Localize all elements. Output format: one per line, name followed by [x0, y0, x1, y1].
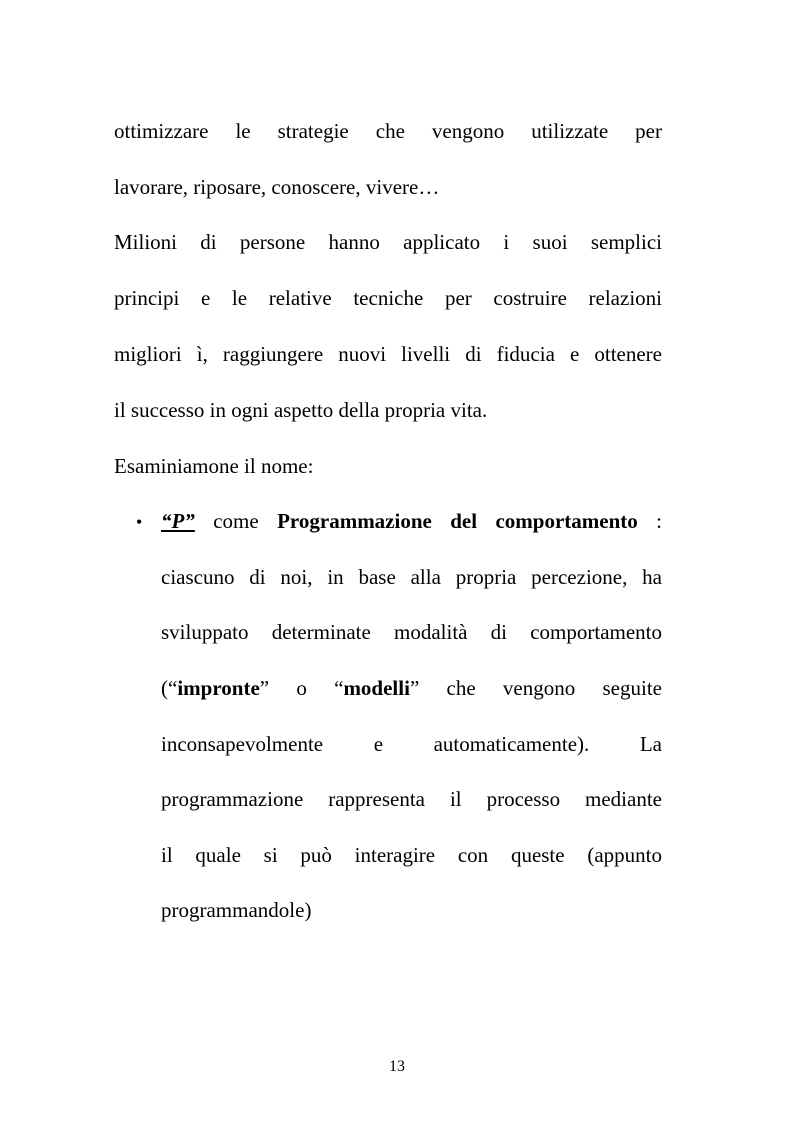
- bullet-line8: programmandole): [161, 898, 312, 922]
- bullet-colon: :: [637, 509, 662, 533]
- bullet-marker: •: [136, 512, 143, 532]
- paragraph1-line2: lavorare, riposare, conoscere, vivere…: [114, 175, 440, 199]
- bullet-line4-open: (“: [161, 676, 178, 700]
- bullet-heading: Programmazione del comportamento: [277, 509, 638, 533]
- bullet-line4-mid: ” o “: [259, 676, 344, 700]
- bullet-line6: programmazione rappresenta il processo mediante: [161, 787, 662, 811]
- bullet-line4: [161, 674, 662, 702]
- paragraph2-line1: Milioni di persone hanno applicato i suoi semplici: [114, 230, 662, 254]
- bullet-line7: il quale si può interagire con queste (appunto: [161, 843, 662, 867]
- bullet-line4-end: ” che vengono seguite: [409, 676, 662, 700]
- bullet-line3: sviluppato determinate modalità di comportamento: [161, 620, 662, 644]
- bullet-line5: inconsapevolmente e automaticamente). La: [161, 732, 662, 756]
- paragraph2-line3: migliori ì, raggiungere nuovi livelli di fiducia e ottenere: [114, 342, 662, 366]
- bullet-line4-term-modelli: modelli: [343, 676, 410, 700]
- bullet-connector: come: [194, 509, 278, 533]
- bullet-line2: ciascuno di noi, in base alla propria percezione, ha: [161, 565, 662, 589]
- paragraph3: Esaminiamone il nome:: [114, 454, 314, 478]
- paragraph2-line4: il successo in ogni aspetto della propria vita.: [114, 398, 488, 422]
- bullet-term: “P”: [161, 509, 195, 533]
- paragraph1-line1: ottimizzare le strategie che vengono utilizzate per: [114, 119, 662, 143]
- bullet-line4-term-impronte: impronte: [177, 676, 260, 700]
- page-number: 13: [389, 1058, 405, 1075]
- paragraph2-line2: principi e le relative tecniche per costruire relazioni: [114, 286, 662, 310]
- bullet-line1: [161, 507, 662, 535]
